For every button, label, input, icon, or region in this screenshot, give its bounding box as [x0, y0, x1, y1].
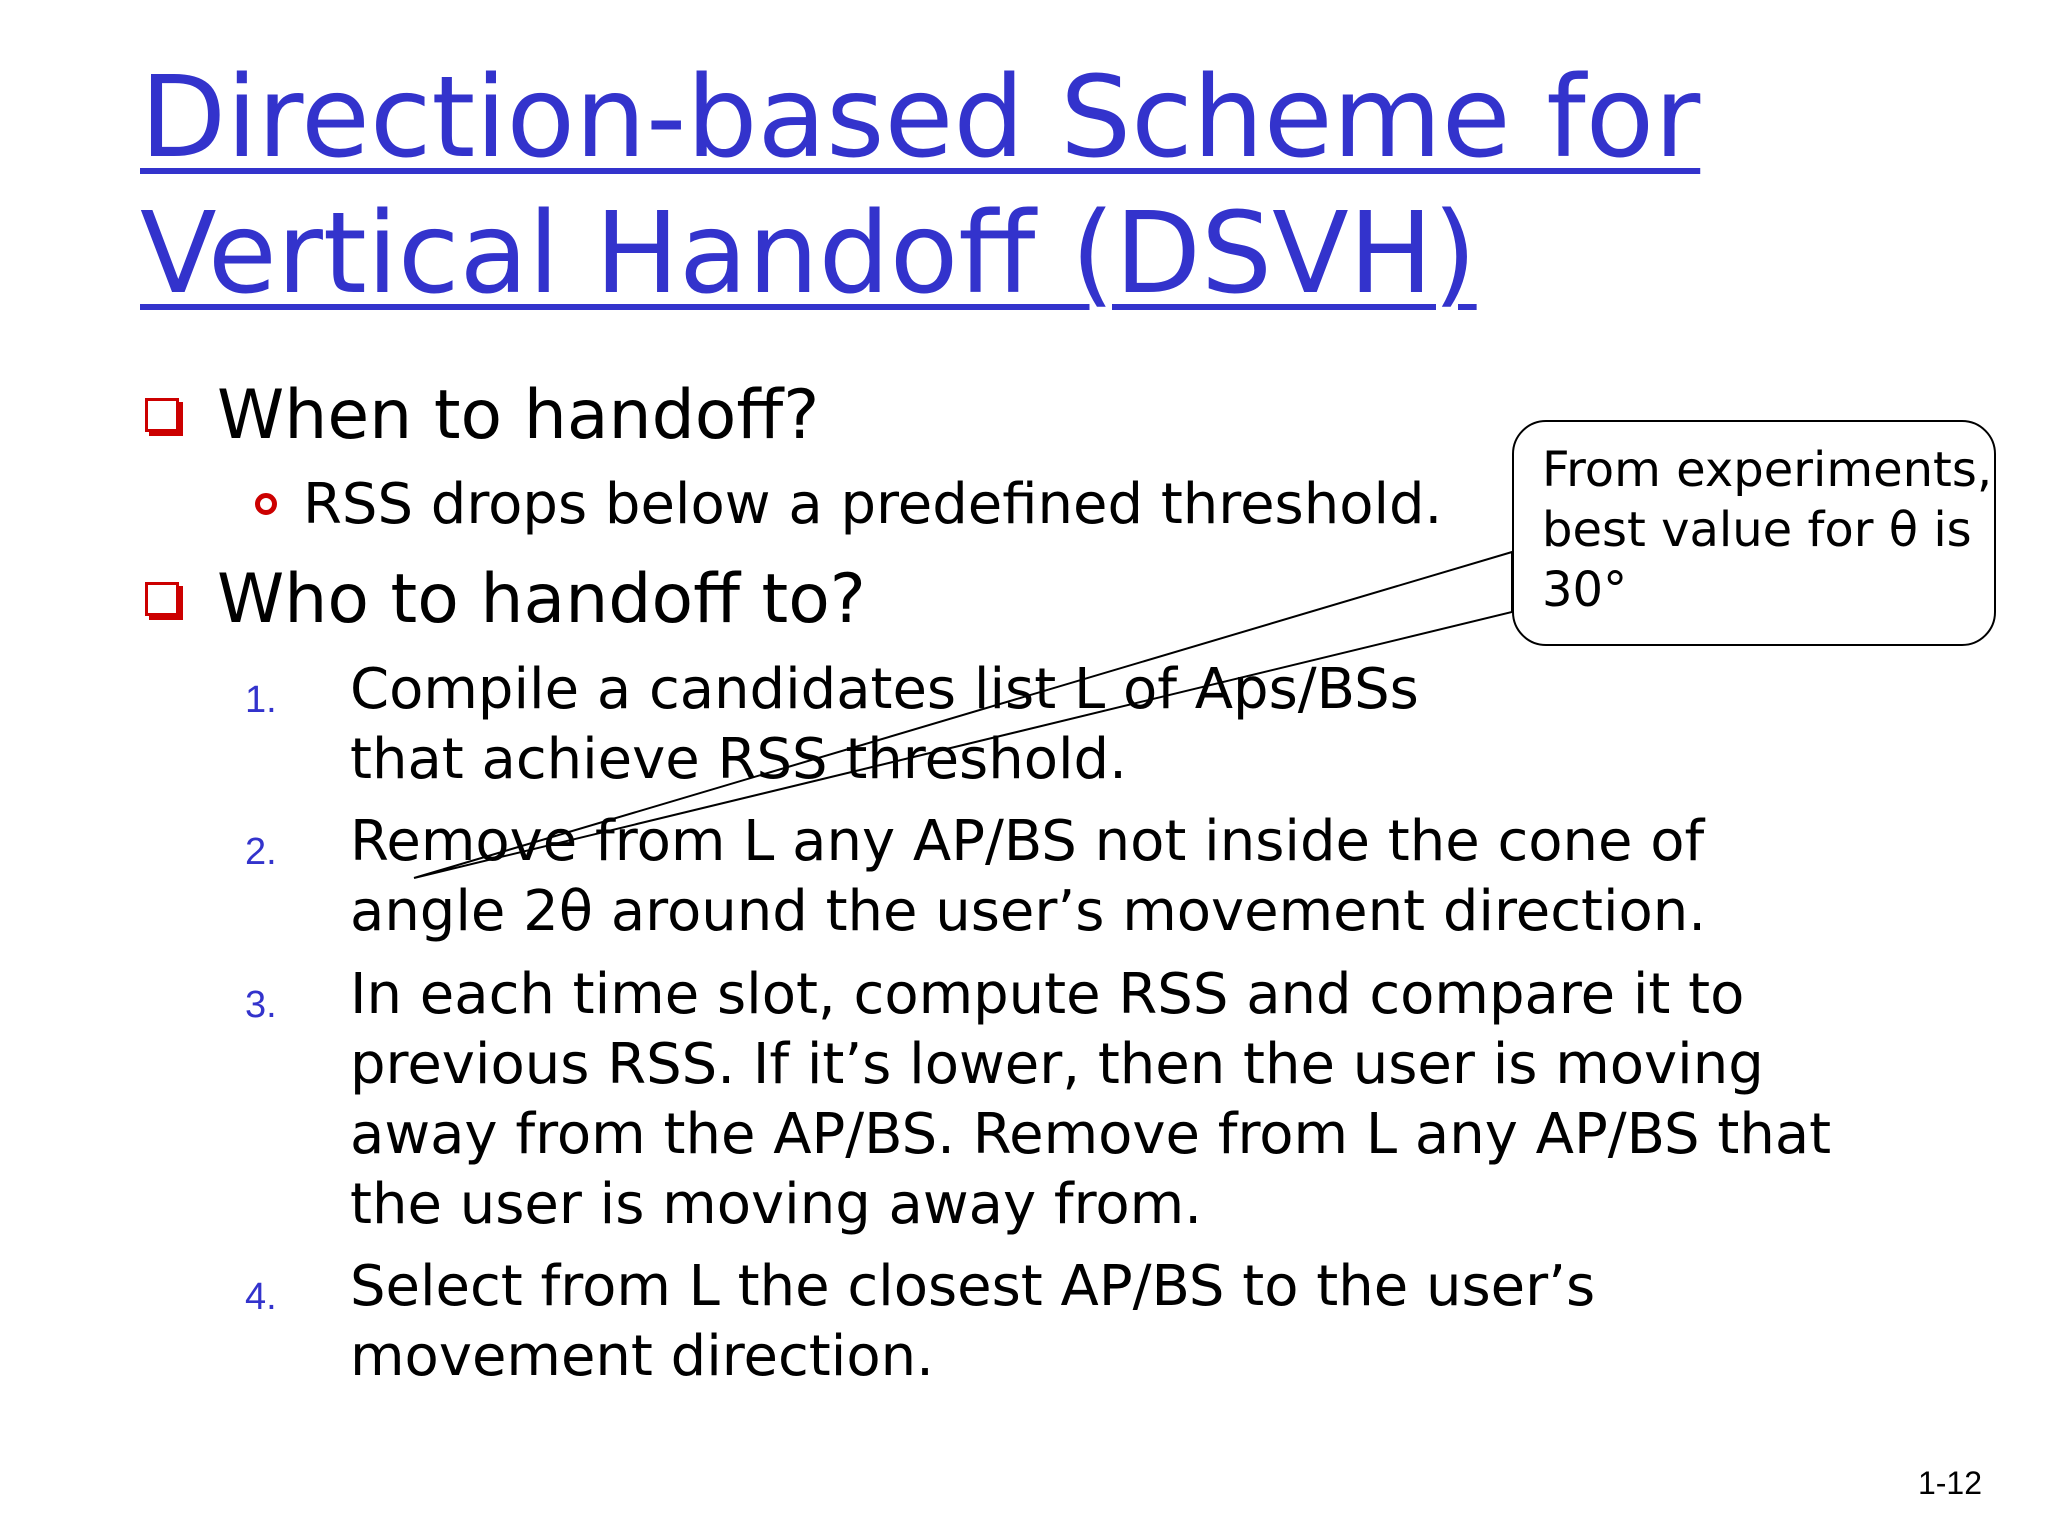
- step-text: Remove from L any AP/BS not inside the cone of angle 2θ around the user’s movement direction.: [350, 809, 1707, 944]
- sub-bullet-label: RSS drops below a predefined threshold.: [303, 472, 1443, 537]
- slide-title-line-2: Vertical Handoff (DSVH): [140, 189, 1477, 319]
- step-item: [245, 1252, 1605, 1392]
- step-text: In each time slot, compute RSS and compare it to previous RSS. If it’s lower, then the user is moving away from the AP/BS. Remove from L any AP/BS that the user is moving away from.: [350, 962, 1832, 1237]
- step-number: 3.: [245, 984, 277, 1026]
- step-item: [245, 807, 1805, 947]
- square-bullet-icon: [145, 398, 179, 432]
- circle-bullet-icon: [255, 493, 277, 515]
- step-number: 1.: [245, 679, 277, 721]
- bullet-when-to-handoff: [145, 376, 819, 456]
- slide-title-line-1: Direction-based Scheme for: [140, 53, 1701, 183]
- step-item: [245, 960, 1885, 1240]
- step-text: Compile a candidates list L of Aps/BSs that achieve RSS threshold.: [350, 657, 1419, 792]
- step-number: 4.: [245, 1276, 277, 1318]
- step-item: [245, 655, 1545, 795]
- square-bullet-icon: [145, 582, 179, 616]
- bullet-label: When to handoff?: [217, 376, 820, 455]
- bullet-who-to-handoff-to: [145, 560, 866, 640]
- page-number: 1-12: [1917, 1465, 1982, 1501]
- sub-bullet-rss-threshold: [255, 472, 1442, 538]
- slide-title: [140, 50, 1940, 322]
- step-number: 2.: [245, 831, 277, 873]
- bullet-label: Who to handoff to?: [217, 560, 866, 639]
- callout-text: From experiments, best value for θ is 30°: [1542, 442, 1993, 618]
- step-text: Select from L the closest AP/BS to the user’s movement direction.: [350, 1254, 1596, 1389]
